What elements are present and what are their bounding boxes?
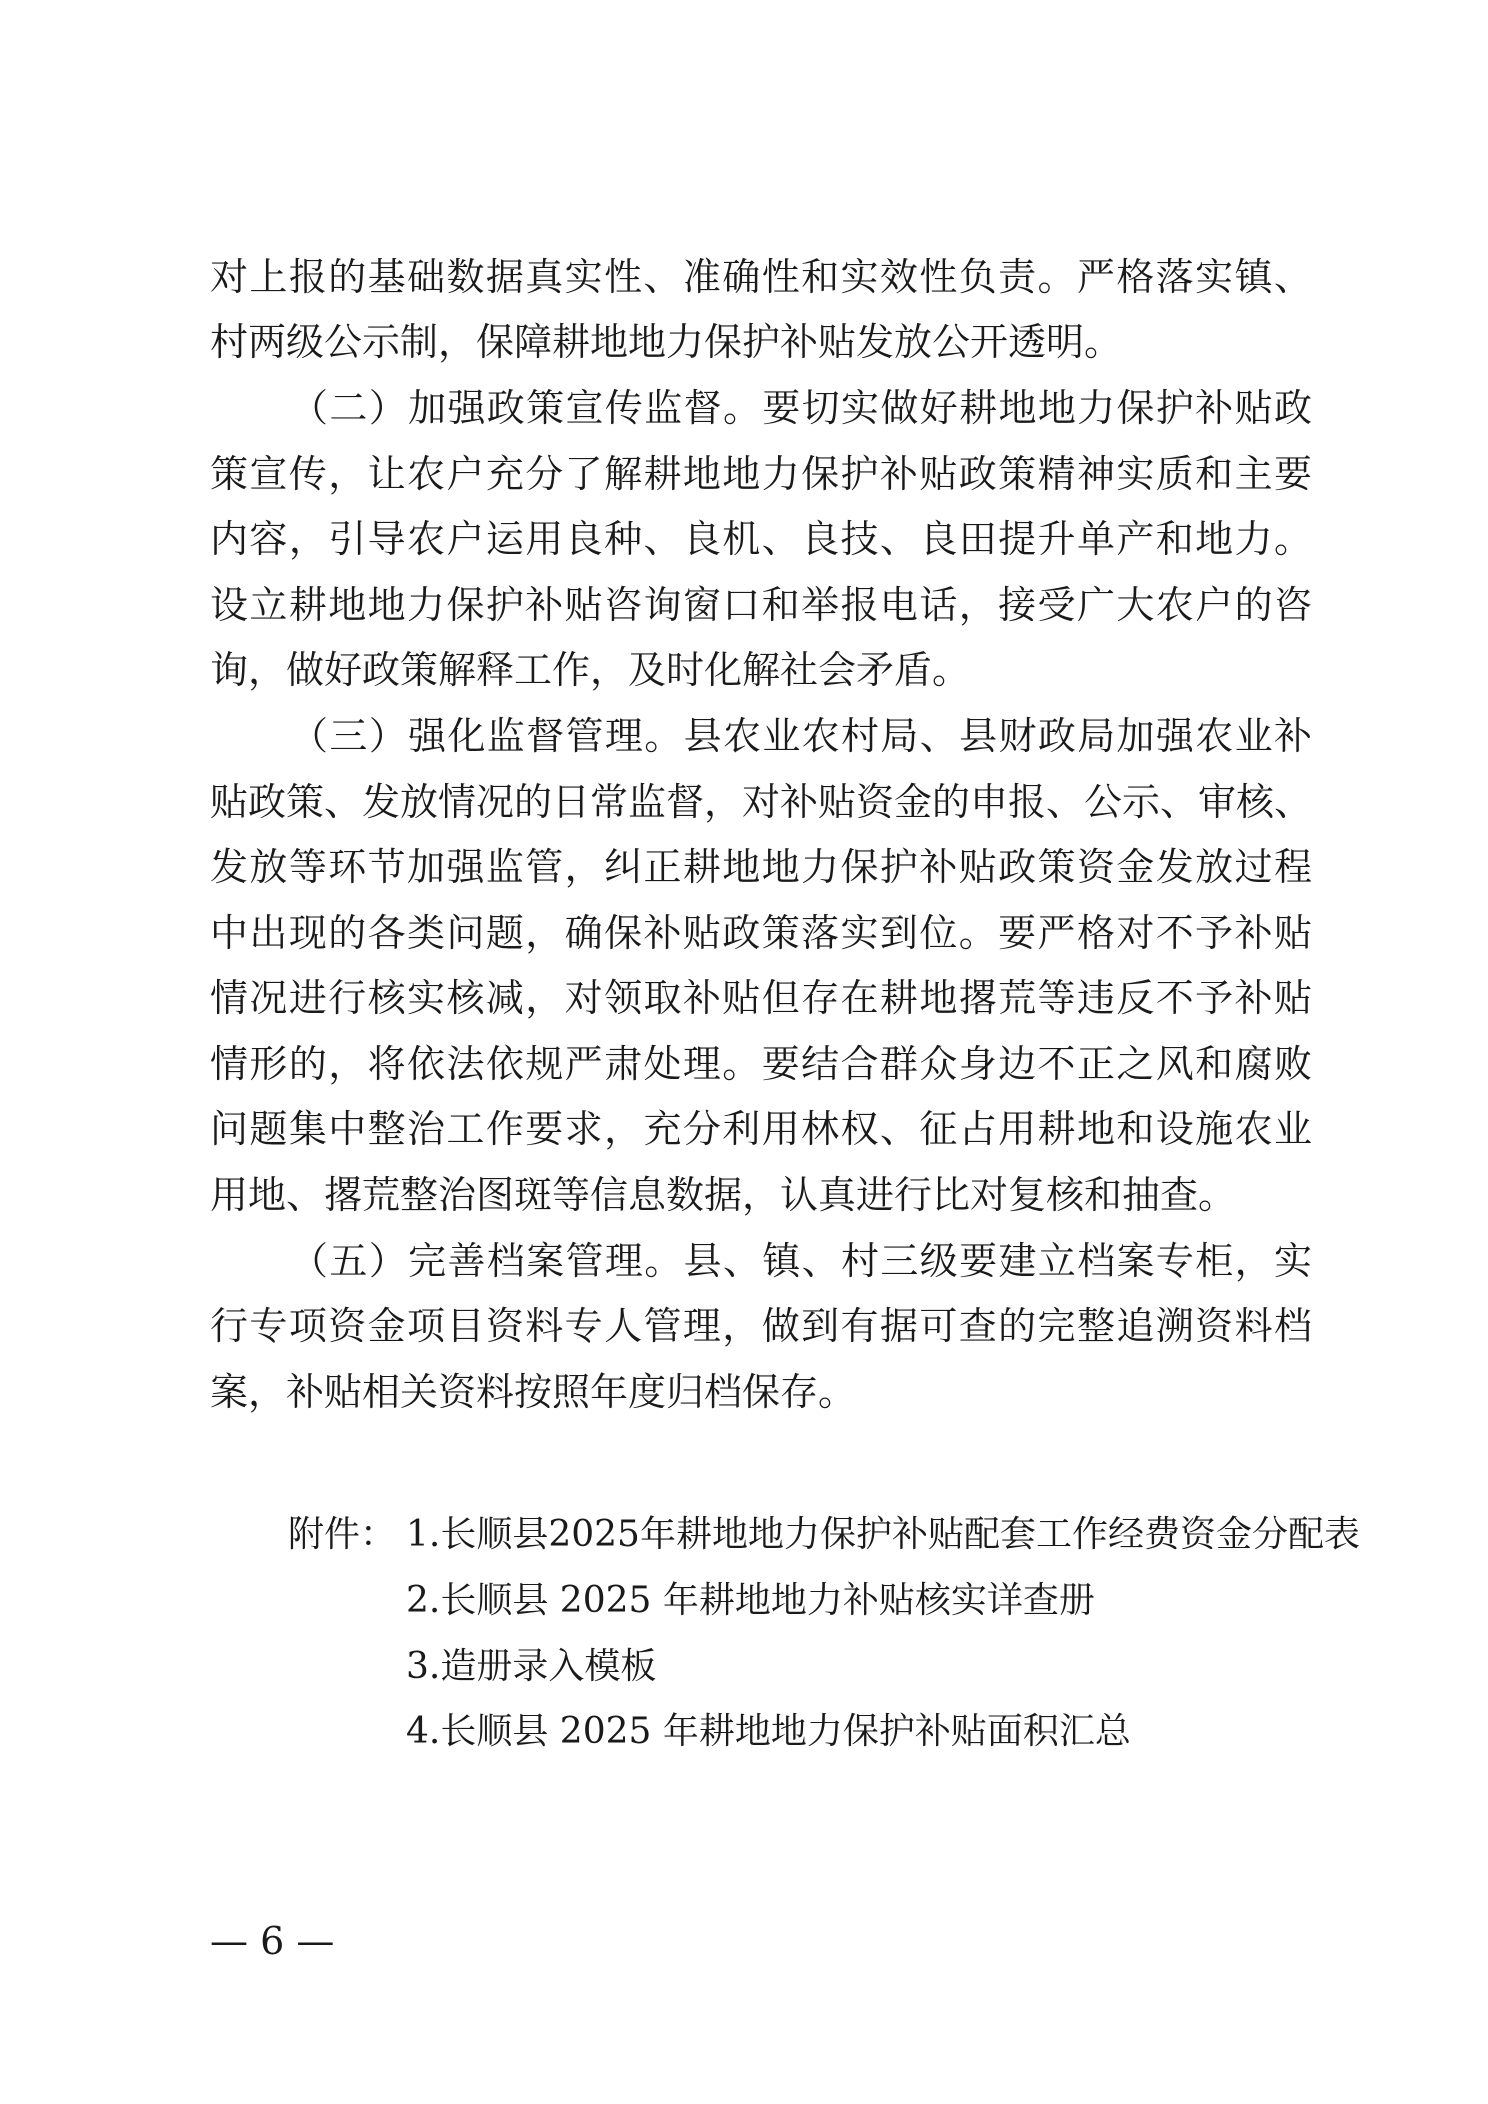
body-line: 对上报的基础数据真实性、准确性和实效性负责。严格落实镇、 [210, 255, 1312, 299]
body-line: 村两级公示制，保障耕地地力保护补贴发放公开透明。 [210, 320, 1123, 364]
body-line: 发放等环节加强监管，纠正耕地地力保护补贴政策资金发放过程 [210, 845, 1312, 889]
section-heading-line: （三）强化监督管理。县农业农村局、县财政局加强农业补 [290, 714, 1312, 758]
body-line: 内容，引导农户运用良种、良机、良技、良田提升单产和地力。 [210, 517, 1312, 561]
body-line: 询，做好政策解释工作，及时化解社会矛盾。 [210, 648, 971, 692]
body-line: 案，补贴相关资料按照年度归档保存。 [210, 1370, 857, 1414]
body-line: 情况进行核实核减，对领取补贴但存在耕地撂荒等违反不予补贴 [210, 976, 1312, 1020]
body-line: 情形的，将依法依规严肃处理。要结合群众身边不正之风和腐败 [210, 1042, 1312, 1086]
body-line: 问题集中整治工作要求，充分利用林权、征占用耕地和设施农业 [210, 1107, 1312, 1151]
attachment-item: 1.长顺县2025年耕地地力保护补贴配套工作经费资金分配表 [406, 1514, 1360, 1555]
body-line: 贴政策、发放情况的日常监督，对补贴资金的申报、公示、审核、 [210, 780, 1313, 824]
attachment-item: 2.长顺县 2025 年耕地地力补贴核实详查册 [406, 1580, 1095, 1621]
body-line: 策宣传，让农户充分了解耕地地力保护补贴政策精神实质和主要 [210, 452, 1312, 496]
section-heading-line: （二）加强政策宣传监督。要切实做好耕地地力保护补贴政 [290, 386, 1312, 430]
body-line: 行专项资金项目资料专人管理，做到有据可查的完整追溯资料档 [210, 1304, 1312, 1348]
attachment-item: 3.造册录入模板 [406, 1646, 657, 1687]
attachments-label: 附件： [288, 1514, 397, 1555]
section-heading-line: （五）完善档案管理。县、镇、村三级要建立档案专柜，实 [290, 1239, 1312, 1283]
body-line: 中出现的各类问题，确保补贴政策落实到位。要严格对不予补贴 [210, 911, 1312, 955]
attachment-item: 4.长顺县 2025 年耕地地力保护补贴面积汇总 [406, 1711, 1131, 1752]
body-line: 用地、撂荒整治图斑等信息数据，认真进行比对复核和抽查。 [210, 1173, 1237, 1217]
body-line: 设立耕地地力保护补贴咨询窗口和举报电话，接受广大农户的咨 [210, 583, 1312, 627]
page-number: — 6 — [210, 1919, 335, 1963]
